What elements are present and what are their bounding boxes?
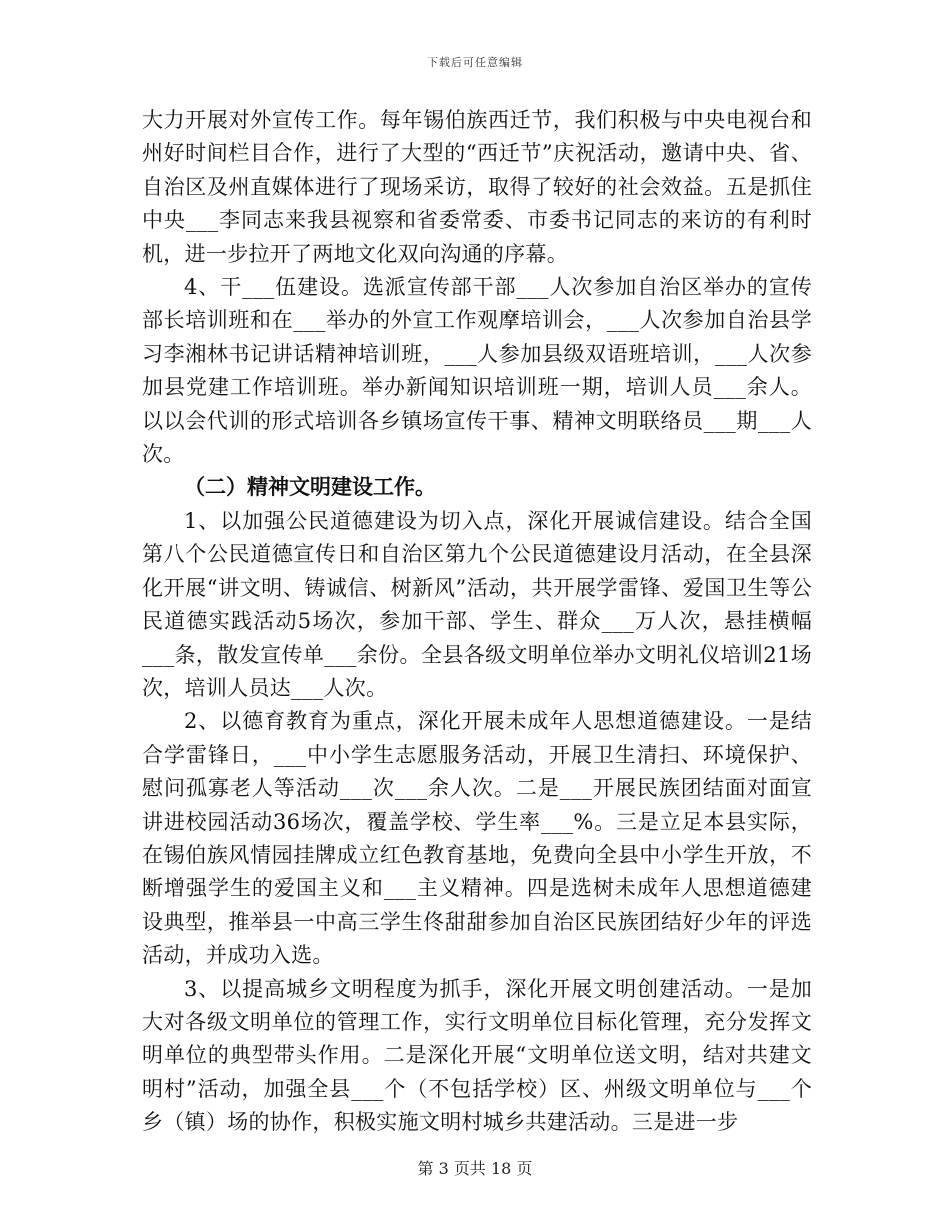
paragraph-civilization-creation: 3、以提高城乡文明程度为抓手，深化开展文明创建活动。一是加大对各级文明单位的管理工作，实行文明单位目标化管理，充分发挥文明单位的典型带头作用。二是深化开展“文明单位送文明，结对共建文明村”活动，加强全县___个（不包括学校）区、州级文明单位与___个乡（镇）场的协作，积极实施文明村城乡共建活动。三是进一步 <box>142 976 812 1135</box>
paragraph-continuation: 大力开展对外宣传工作。每年锡伯族西迁节，我们积极与中央电视台和州好时间栏目合作，进行了大型的“西迁节”庆祝活动，邀请中央、省、自治区及州直媒体进行了现场采访，取得了较好的社会效益。五是抓住中央___李同志来我县视察和省委常委、市委书记同志的来访的有利时机，进一步拉开了两地文化双向沟通的序幕。 <box>142 108 812 266</box>
document-body <box>142 104 812 1140</box>
paragraph-team-building: 4、干___伍建设。选派宣传部干部___人次参加自治区举办的宣传部长培训班和在___举办的外宣工作观摩培训会，___人次参加自治县学习李湘林书记讲话精神培训班，___人参加县级双语班培训，___人次参加县党建工作培训班。举办新闻知识培训班一期，培训人员___余人。以以会代训的形式培训各乡镇场宣传干事、精神文明联络员___期___人次。 <box>142 275 812 467</box>
page-header-note: 下载后可任意编辑 <box>427 56 523 69</box>
page-number: 第 3 页共 18 页 <box>417 1159 533 1178</box>
paragraph-moral-education: 2、以德育教育为重点，深化开展未成年人思想道德建设。一是结合学雷锋日，___中小学生志愿服务活动，开展卫生清扫、环境保护、慰问孤寡老人等活动___次___余人次。二是___开展民族团结面对面宣讲进校园活动36场次，覆盖学校、学生率___%。三是立足本县实际，在锡伯族风情园挂牌成立红色教育基地，免费向全县中小学生开放，不断增强学生的爱国主义和___主义精神。四是选树未成年人思想道德建设典型，推举县一中高三学生佟甜甜参加自治区民族团结好少年的评选活动，并成功入选。 <box>142 709 812 968</box>
paragraph-moral-construction: 1、以加强公民道德建设为切入点，深化开展诚信建设。结合全国第八个公民道德宣传日和自治区第九个公民道德建设月活动，在全县深化开展“讲文明、铸诚信、树新风”活动，共开展学雷锋、爱国卫生等公民道德实践活动5场次，参加干部、学生、群众___万人次，悬挂横幅___条，散发宣传单___余份。全县各级文明单位举办文明礼仪培训21场次，培训人员达___人次。 <box>142 508 812 700</box>
section-heading: （二）精神文明建设工作。 <box>184 475 436 500</box>
